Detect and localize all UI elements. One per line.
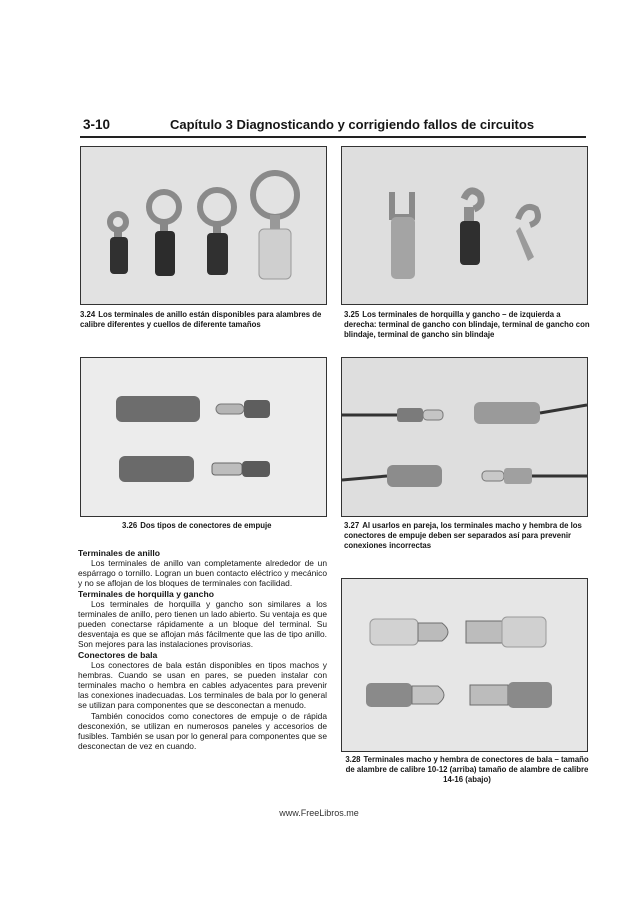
paragraph: Los terminales de horquilla y gancho son similares a los terminales de anillo, pero tienen un lado abierto. Su ventaja es que pueden conectarse rápidamente a un bloque del terminal. Su desventaja es que se aflojan más fácilmente que las de tipo anillo. Son mejores para las instalaciones provisorias. <box>78 598 327 650</box>
body-text <box>78 548 327 751</box>
figure-3-28-photo <box>341 578 588 752</box>
figure-3-25-caption: 3.25 Los terminales de horquilla y gancho – de izquierda a derecha: terminal de gancho con blindaje, terminal de gancho con blindaje, terminal de gancho sin blindaje <box>344 310 590 339</box>
figure-3-25-photo <box>341 146 588 305</box>
figure-3-26-caption: 3.26 Dos tipos de conectores de empuje <box>122 521 272 530</box>
figure-3-24-photo <box>80 146 327 305</box>
figure-3-28-caption: 3.28 Terminales macho y hembra de conectores de bala – tamaño de alambre de calibre 10-12 (arriba) tamaño de alambre de calibre 14-16 (abajo) <box>345 755 589 784</box>
paragraph: También conocidos como conectores de empuje o de rápida desconexión, se utilizan en numerosos paneles y accesorios de fusibles. También se usan por lo general para componentes que se desconectan de vez en cuando. <box>78 710 327 751</box>
figure-3-26-photo <box>80 357 327 517</box>
figure-3-27-photo <box>341 357 588 517</box>
section-heading-bullet-connectors: Conectores de bala <box>78 649 158 660</box>
footer-url: www.FreeLibros.me <box>279 808 359 818</box>
page-number: 3-10 <box>83 117 111 132</box>
header-rule <box>80 136 586 138</box>
figure-3-24-caption: 3.24 Los terminales de anillo están disponibles para alambres de calibre diferentes y cuellos de diferente tamaños <box>80 310 322 329</box>
section-heading-ring-terminals: Terminales de anillo <box>78 548 160 558</box>
paragraph: Los terminales de anillo van completamente alrededor de un espárrago o tornillo. Logran un buen contacto eléctrico y mecánico y no se aflojan de los bloques de terminales con facilidad. <box>78 558 327 589</box>
figure-3-27-caption: 3.27 Al usarlos en pareja, los terminales macho y hembra de los conectores de empuje deben ser separados así para prevenir conexiones incorrectas <box>344 521 582 550</box>
chapter-title: Capítulo 3 Diagnosticando y corrigiendo fallos de circuitos <box>170 117 535 132</box>
section-heading-spade-hook-terminals: Terminales de horquilla y gancho <box>78 588 214 599</box>
paragraph: Los conectores de bala están disponibles en tipos machos y hembras. Cuando se usan en pares, se pueden instalar con terminales macho o hembra en cables adyacentes para prevenir las conexiones inadecuadas. Los terminales de bala por lo general se utilizan para componentes que se desconectan a menudo. <box>78 659 327 711</box>
